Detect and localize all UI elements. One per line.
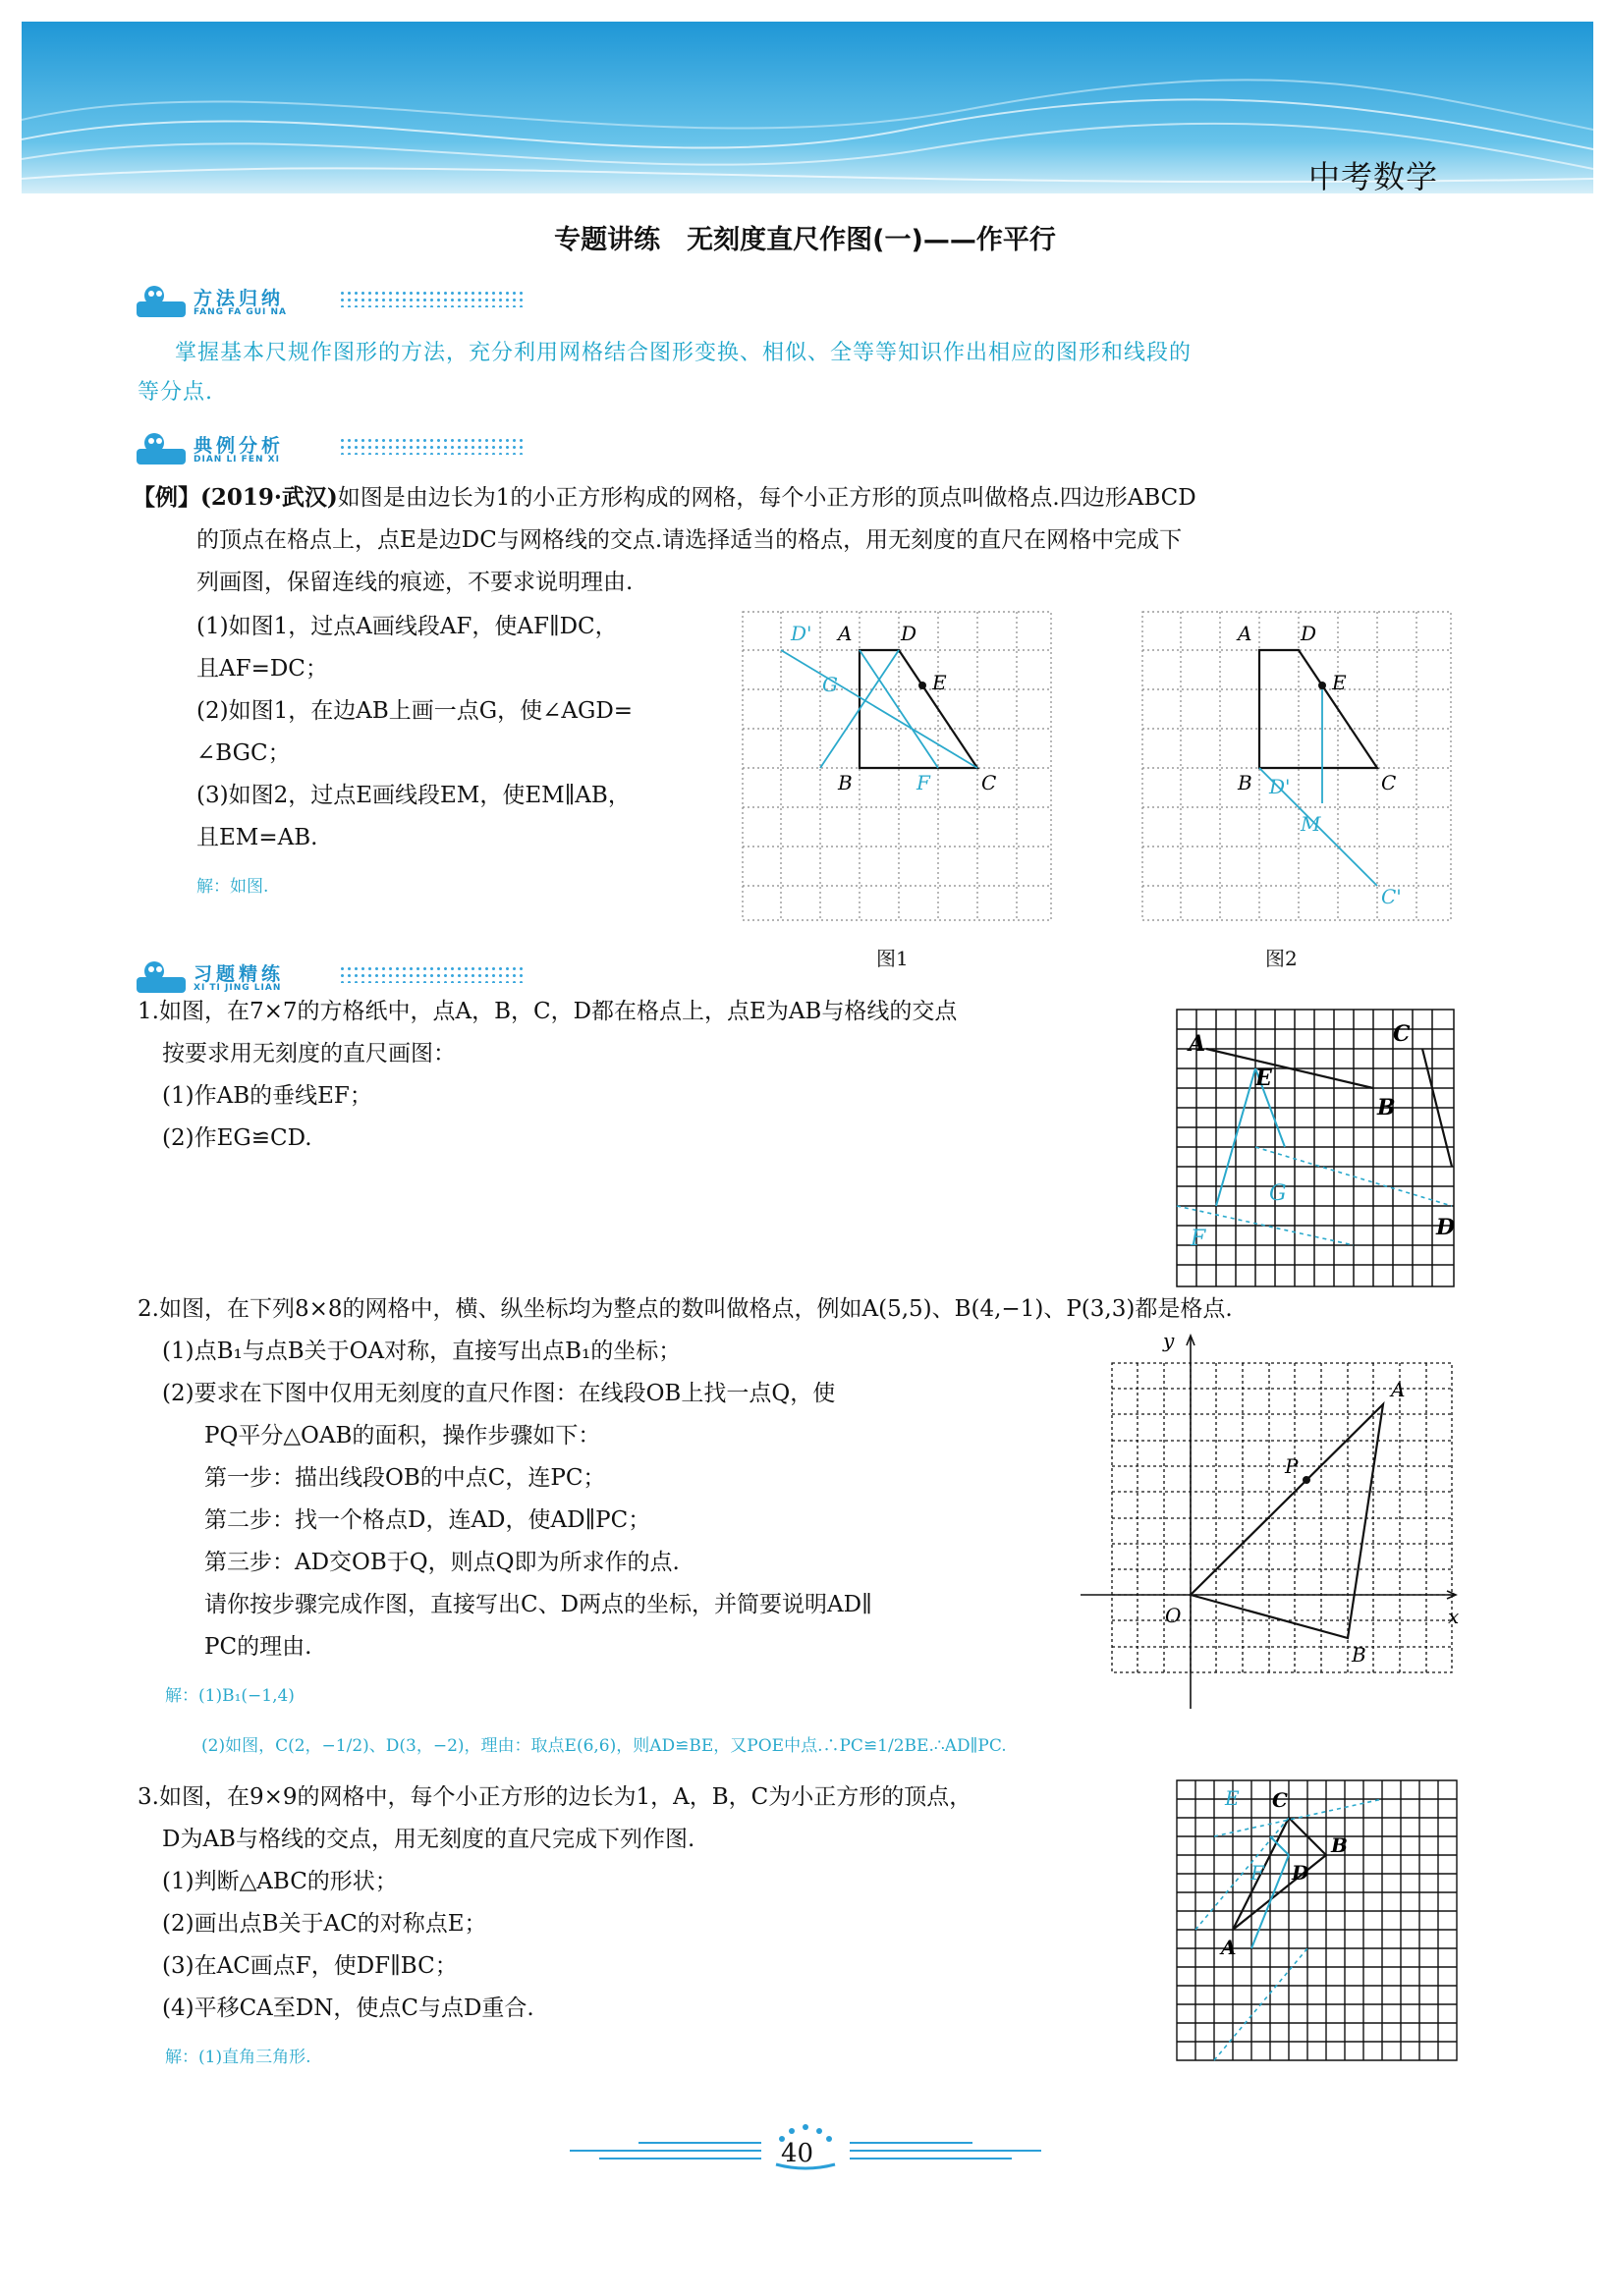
example-item-5: (3)如图2，过点E画线段EM，使EM∥AB，: [196, 783, 631, 808]
robot-icon: [133, 429, 190, 466]
q1-label: A: [1189, 1031, 1206, 1057]
figure-2: [1141, 611, 1456, 925]
q2-figure: [1071, 1326, 1464, 1709]
fig2-label: M: [1301, 812, 1321, 836]
q3-label: D: [1292, 1861, 1309, 1885]
q1-label: C: [1393, 1021, 1411, 1047]
fig1-label: D': [791, 622, 812, 645]
fig1-label: C: [981, 771, 997, 794]
q3-line-4: (2)画出点B关于AC的对称点E；: [162, 1911, 487, 1937]
badge-dots: [339, 965, 526, 983]
section-pinyin: FANG FA GUI NA: [194, 307, 288, 317]
figure-2-caption: 图2: [1265, 947, 1298, 970]
section-pinyin: DIAN LI FEN XI: [194, 455, 280, 465]
fig1-label: G: [822, 673, 838, 696]
example-answer: 解：如图.: [196, 877, 269, 897]
page-title: 专题讲练 无刻度直尺作图(一)——作平行: [554, 225, 1056, 255]
badge-dots: [339, 290, 526, 307]
q3-label: F: [1250, 1861, 1264, 1885]
figure-1: [742, 611, 1056, 925]
q1-label: E: [1255, 1066, 1272, 1091]
fig1-label: E: [932, 671, 947, 694]
q3-line-6: (4)平移CA至DN，使点C与点D重合.: [162, 1995, 534, 2021]
badge-dots: [339, 437, 526, 455]
q2-line-3: (2)要求在下图中仅用无刻度的直尺作图：在线段OB上找一点Q，使: [162, 1381, 836, 1406]
method-line-1: 掌握基本尺规作图形的方法，充分利用网格结合图形变换、相似、全等等知识作出相应的图形和线段的: [175, 341, 1193, 365]
figure-1-caption: 图1: [876, 947, 909, 970]
q3-line-2: D为AB与格线的交点，用无刻度的直尺完成下列作图.: [162, 1827, 695, 1852]
fig2-label: D': [1269, 775, 1291, 798]
q2-line-7: 第三步：AD交OB于Q，则点Q即为所求作的点.: [204, 1550, 680, 1575]
q2-label: O: [1165, 1604, 1182, 1627]
q1-line-2: 按要求用无刻度的直尺画图：: [162, 1041, 456, 1066]
q3-line-5: (3)在AC画点F，使DF∥BC；: [162, 1953, 458, 1979]
fig1-label: F: [916, 771, 930, 794]
q3-label: C: [1272, 1788, 1288, 1812]
fig2-label: D: [1301, 622, 1317, 645]
example-line-1: [133, 483, 1196, 513]
fig2-label: C: [1381, 771, 1397, 794]
example-item-1: (1)如图1，过点A画线段AF，使AF∥DC，: [196, 614, 618, 639]
q3-label: B: [1331, 1833, 1348, 1857]
q1-figure: [1169, 1007, 1464, 1291]
robot-icon: [133, 282, 190, 319]
example-item-3: (2)如图1，在边AB上画一点G，使∠AGD=: [196, 698, 634, 724]
example-tag: 【例】: [133, 484, 200, 511]
q3-line-3: (1)判断△ABC的形状；: [162, 1869, 398, 1894]
q2-label: y: [1163, 1329, 1175, 1352]
q2-line-4: PQ平分△OAB的面积，操作步骤如下：: [204, 1423, 601, 1449]
section-pinyin: XI TI JING LIAN: [194, 983, 282, 993]
fig2-label: C': [1381, 885, 1402, 908]
example-item-6: 且EM=AB.: [196, 825, 318, 850]
section-label: 方法归纳: [194, 288, 285, 309]
robot-icon: [133, 957, 190, 995]
q1-line-4: (2)作EG≌CD.: [162, 1125, 312, 1151]
q3-figure: [1174, 1777, 1469, 2072]
section-badge-example: [133, 429, 535, 466]
q2-line-6: 第二步：找一个格点D，连AD，使AD∥PC；: [204, 1507, 651, 1533]
example-line-3: 列画图，保留连线的痕迹，不要求说明理由.: [196, 570, 634, 595]
header-subject: 中考数学: [1307, 158, 1438, 195]
q1-line-1: 1.如图，在7×7的方格纸中，点A，B，C，D都在格点上，点E为AB与格线的交点: [138, 999, 958, 1024]
section-badge-method: [133, 282, 535, 319]
q2-label: B: [1352, 1643, 1366, 1667]
q2-label: x: [1448, 1605, 1460, 1628]
example-text: 如图是由边长为1的小正方形构成的网格，每个小正方形的顶点叫做格点.四边形ABCD: [337, 485, 1196, 511]
fig2-label: B: [1238, 771, 1252, 794]
section-badge-practice: [133, 957, 535, 995]
q3-label: A: [1221, 1936, 1237, 1959]
page-number: 40: [781, 2139, 814, 2168]
q2-answer-1: 解：(1)B₁(−1,4): [165, 1686, 295, 1706]
q2-line-1: 2.如图，在下列8×8的网格中，横、纵坐标均为整点的数叫做格点，例如A(5,5)、B(4,−1)、P(3,3)都是格点.: [138, 1296, 1233, 1322]
q2-line-2: (1)点B₁与点B关于OA对称，直接写出点B₁的坐标；: [162, 1339, 682, 1364]
q1-label: G: [1269, 1181, 1287, 1206]
method-line-2: 等分点.: [138, 380, 213, 405]
q3-line-1: 3.如图，在9×9的网格中，每个小正方形的边长为1，A，B，C为小正方形的顶点，: [138, 1784, 972, 1810]
example-line-2: 的顶点在格点上，点E是边DC与网格线的交点.请选择适当的格点，用无刻度的直尺在网格中完成下: [196, 527, 1183, 553]
example-item-4: ∠BGC；: [196, 740, 291, 766]
fig1-label: D: [901, 622, 917, 645]
q3-label: E: [1225, 1786, 1240, 1810]
q3-answer: 解：(1)直角三角形.: [165, 2048, 311, 2067]
fig2-label: A: [1238, 622, 1252, 645]
fig2-label: E: [1332, 671, 1347, 694]
q1-line-3: (1)作AB的垂线EF；: [162, 1083, 372, 1109]
q2-label: P: [1285, 1454, 1299, 1478]
q2-answer-2: (2)如图，C(2，−1/2)、D(3，−2)，理由：取点E(6,6)，则AD≌BE，又POE中点.∴PC≌1/2BE.∴AD∥PC.: [201, 1736, 1007, 1756]
q1-label: F: [1191, 1227, 1206, 1251]
section-label: 习题精练: [194, 963, 285, 985]
example-item-2: 且AF=DC；: [196, 656, 328, 682]
q2-line-9: PC的理由.: [204, 1634, 312, 1660]
section-label: 典例分析: [194, 435, 285, 457]
q1-label: B: [1377, 1095, 1396, 1121]
example-source: (2019·武汉): [200, 484, 338, 511]
q2-line-8: 请你按步骤完成作图，直接写出C、D两点的坐标，并简要说明AD∥: [204, 1592, 872, 1617]
fig1-label: B: [838, 771, 853, 794]
q1-label: D: [1436, 1215, 1456, 1240]
q2-line-5: 第一步：描出线段OB的中点C，连PC；: [204, 1465, 606, 1491]
q2-label: A: [1391, 1378, 1406, 1401]
fig1-label: A: [838, 622, 853, 645]
